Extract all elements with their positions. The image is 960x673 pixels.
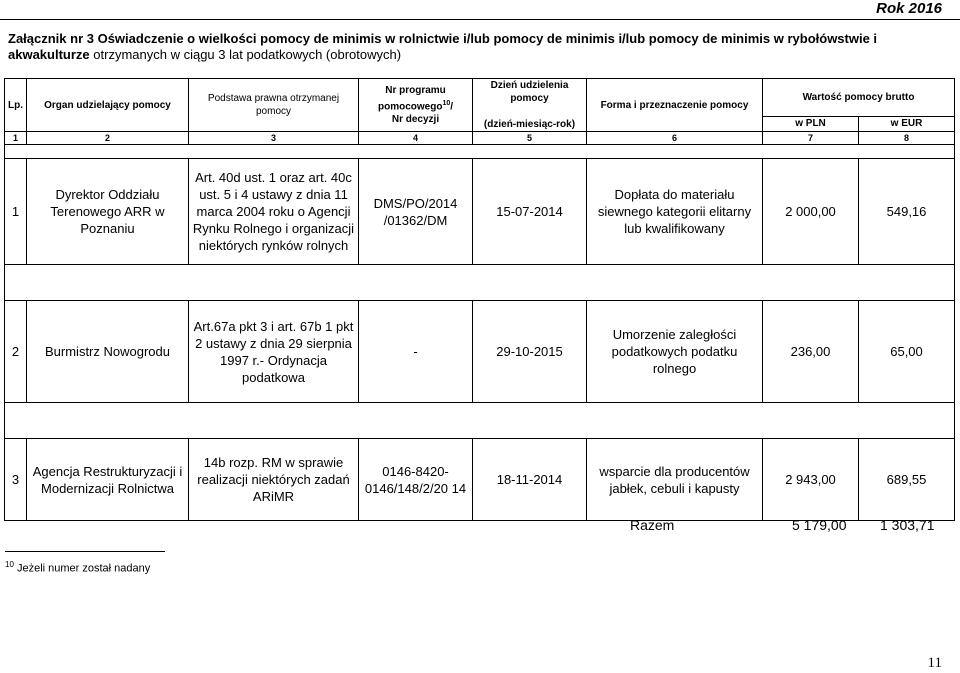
cell-nr: -: [359, 301, 473, 403]
header-forma: Forma i przeznaczenie pomocy: [587, 79, 763, 132]
heading-rest: otrzymanych w ciągu 3 lat podatkowych (obrotowych): [89, 47, 402, 62]
total-label: Razem: [630, 517, 675, 533]
col-number: 7: [763, 132, 859, 145]
header-nr-programu-b: /: [450, 101, 454, 113]
cell-forma: Umorzenie zaległości podatkowych podatku rolnego: [587, 301, 763, 403]
cell-pln: 236,00: [763, 301, 859, 403]
header-dzien-label: Dzień udzielenia pomocy: [490, 80, 569, 104]
table-row: [5, 301, 955, 403]
heading-bold: Załącznik nr 3 Oświadczenie o wielkości pomocy de minimis w rolnictwie i/lub pomocy de minimis i/lub pomocy de minimis w rybołówstwie i akwakulturze: [8, 31, 878, 62]
total-eur: 1 303,71: [880, 517, 935, 533]
header-nr-programu-a: Nr programu pomocowego: [377, 84, 446, 113]
col-number: 5: [473, 132, 587, 145]
footnote-rule: [5, 551, 165, 552]
cell-dzien: 29-10-2015: [473, 301, 587, 403]
cell-podstawa: 14b rozp. RM w sprawie realizacji niektórych zadań ARiMR: [189, 439, 359, 521]
col-number: 1: [5, 132, 27, 145]
footnote-marker: 10: [5, 560, 14, 569]
header-nr-decyzji: Nr decyzji: [391, 114, 440, 126]
col-number: 8: [859, 132, 955, 145]
cell-forma: wsparcie dla producentów jabłek, cebuli i kapusty: [587, 439, 763, 521]
header-podstawa: Podstawa prawna otrzymanej pomocy: [189, 79, 359, 132]
cell-pln: 2 943,00: [763, 439, 859, 521]
document-heading: [8, 31, 948, 63]
col-number: 6: [587, 132, 763, 145]
header-rule: [0, 19, 960, 20]
cell-forma: Dopłata do materiału siewnego kategorii elitarny lub kwalifikowany: [587, 159, 763, 265]
year-label: Rok 2016: [876, 0, 942, 17]
col-number: 4: [359, 132, 473, 145]
col-number: 3: [189, 132, 359, 145]
cell-eur: 689,55: [859, 439, 955, 521]
total-pln: 5 179,00: [792, 517, 847, 533]
cell-organ: Burmistrz Nowogrodu: [27, 301, 189, 403]
header-organ: Organ udzielający pomocy: [27, 79, 189, 132]
table-row: [5, 439, 955, 521]
cell-lp: 3: [5, 439, 27, 521]
header-wartosc: Wartość pomocy brutto: [763, 79, 955, 117]
cell-organ: Dyrektor Oddziału Terenowego ARR w Poznaniu: [27, 159, 189, 265]
header-lp: Lp.: [5, 79, 27, 132]
cell-eur: 549,16: [859, 159, 955, 265]
header-dzien-format: (dzień-miesiąc-rok): [483, 119, 576, 130]
cell-pln: 2 000,00: [763, 159, 859, 265]
header-footnote-ref: 10: [442, 99, 451, 107]
row-gap: [5, 145, 955, 159]
header-w-pln: w PLN: [763, 116, 859, 131]
aid-table: [4, 78, 955, 521]
row-gap: [5, 403, 955, 439]
cell-dzien: 15-07-2014: [473, 159, 587, 265]
col-number: 2: [27, 132, 189, 145]
cell-podstawa: Art. 40d ust. 1 oraz art. 40c ust. 5 i 4 ustawy z dnia 11 marca 2004 roku o Agencji Rynku Rolnego i organizacji niektórych rynków rolnych: [189, 159, 359, 265]
cell-organ: Agencja Restrukturyzacji i Modernizacji Rolnictwa: [27, 439, 189, 521]
cell-nr: DMS/PO/2014 /01362/DM: [359, 159, 473, 265]
table-row: [5, 159, 955, 265]
header-nr-programu: [359, 79, 473, 132]
cell-dzien: 18-11-2014: [473, 439, 587, 521]
footnote-text: Jeżeli numer został nadany: [13, 562, 151, 575]
cell-lp: 1: [5, 159, 27, 265]
cell-podstawa: Art.67a pkt 3 i art. 67b 1 pkt 2 ustawy z dnia 29 sierpnia 1997 r.- Ordynacja podatkowa: [189, 301, 359, 403]
cell-nr: 0146-8420-0146/148/2/20 14: [359, 439, 473, 521]
page-number: 11: [927, 655, 942, 671]
header-w-eur: w EUR: [859, 116, 955, 131]
header-dzien: [473, 79, 587, 132]
cell-lp: 2: [5, 301, 27, 403]
cell-eur: 65,00: [859, 301, 955, 403]
row-gap: [5, 265, 955, 301]
footnote: [5, 560, 150, 575]
